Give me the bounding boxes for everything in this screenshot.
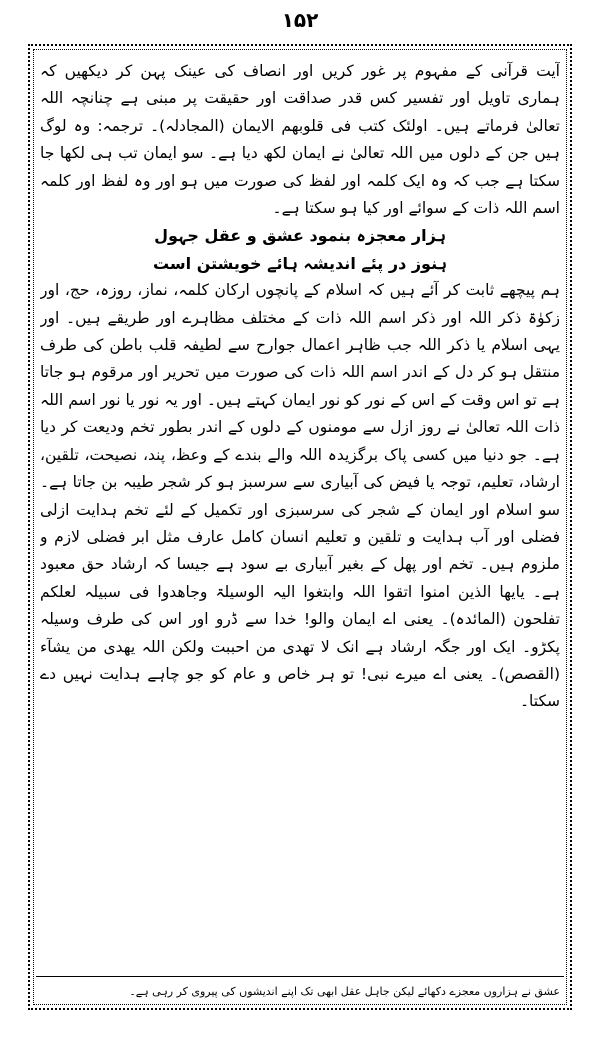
paragraph-2: ہم پیچھے ثابت کر آئے ہیں کہ اسلام کے پانچوں ارکان کلمہ، نماز، روزہ، حج، اور زکوٰۃ ذکر اللہ اور ذکر اسم اللہ ذات کے مختلف مظاہرے اور طریقے ہیں۔ اور یہی اسلام یا ذکر اللہ جب ظاہر اعمال جوارح سے لطیفہ قلب باطن کی طرف منتقل ہو کر دل کے اندر اسم اللہ ذات کی صورت میں تحریر اور مرقوم ہو جاتا ہے تو اس وقت کے اس کے نور کو نور ایمان کہتے ہیں۔ اور یہ نور یا نور اسم اللہ ذات اللہ تعالیٰ نے روز ازل سے مومنوں کے دلوں کے اندر بطور تخم ودیعت کر دیا ہے۔ جو دنیا میں کسی پاک برگزیدہ اللہ والے بندے کے وعظ، پند، نصیحت، تلقین، ارشاد، تعلیم، توجہ یا فیض کی آبیاری سے سرسبز ہو کر شجر طیبہ بن جاتا ہے۔ سو اسلام اور ایمان کے شجر کی سرسبزی اور تکمیل کے لئے تخم ہدایت ازلی فضلی اور آب ہدایت و تلقین و تعلیم انسان کامل عارف مثل ابر فضلی لازم و ملزوم ہیں۔ تخم اور پھل کے بغیر آبیاری بے سود ہے جیسا کہ ارشاد حق معبود ہے۔ یایھا الذین امنوا اتقوا اللہ وابتغوا الیہ الوسیلۃ وجاھدوا فی سبیلہ لعلکم تفلحون (المائدہ)۔ یعنی اے ایمان والو! خدا سے ڈرو اور اس کی طرف وسیلہ پکڑو۔ ایک اور جگہ ارشاد ہے انک لا تھدی من احببت ولکن اللہ یھدی من یشآء (القصص)۔ یعنی اے میرے نبی! تو ہر خاص و عام کو جو چاہے ہدایت نہیں دے سکتا۔ bbox=[40, 281, 560, 711]
footnote-divider bbox=[36, 976, 564, 977]
page-number: ۱۵۲ bbox=[281, 8, 319, 32]
body-text bbox=[40, 58, 560, 968]
verse-line-1: ہزار معجزہ بنمود عشق و عقل جہول bbox=[154, 226, 446, 246]
footnote: عشق نے ہزاروں معجزے دکھائے لیکن جاہل عقل ابھی تک اپنے اندیشوں کی پیروی کر رہی ہے۔ bbox=[129, 985, 560, 998]
paragraph-1: آیت قرآنی کے مفہوم پر غور کریں اور انصاف کی عینک پہن کر دیکھیں کہ ہماری تاویل اور تفسیر کس قدر صداقت اور حقیقت پر مبنی ہے چنانچہ اللہ تعالیٰ فرماتے ہیں۔ اولئک کتب فی قلوبھم الایمان (المجادلہ)۔ ترجمہ: وہ لوگ ہیں جن کے دلوں میں اللہ تعالیٰ نے ایمان لکھ دیا ہے۔ سو ایمان تب ہی لکھا جا سکتا ہے جب کہ وہ ایک کلمہ اور لفظ کی صورت میں ہو اور وہ لفظ اور کلمہ اسم اللہ ذات کے سوائے اور کیا ہو سکتا ہے۔ bbox=[40, 62, 560, 218]
verse-line-2: ہنوز در پئے اندیشہ ہائے خویشتن است bbox=[152, 253, 447, 273]
